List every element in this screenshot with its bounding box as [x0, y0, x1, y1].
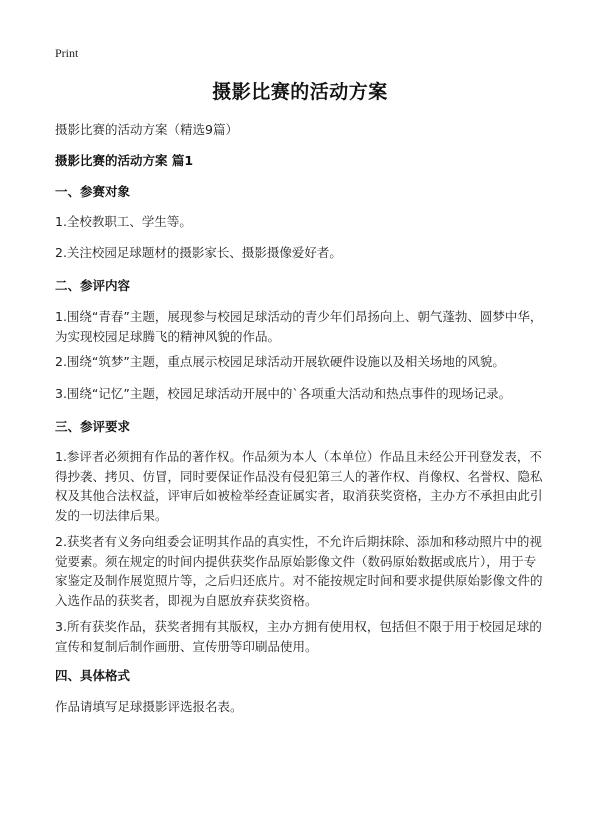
document-subtitle: 摄影比赛的活动方案（精选9篇）	[55, 122, 238, 137]
print-link[interactable]: Print	[55, 46, 79, 60]
paragraph: 1.围绕“青春”主题，展现参与校园足球活动的青少年们昂扬向上、朝气蓬勃、圆梦中华，为实现校园足球腾飞的精神风貌的作品。	[55, 309, 543, 344]
section-heading-format: 四、具体格式	[55, 668, 131, 683]
paragraph: 2.获奖者有义务向组委会证明其作品的真实性，不允许后期抹除、添加和移动照片中的视觉要素。须在规定的时间内提供获奖作品原始影像文件（数码原始数据或底片），用于专家鉴定及制作展览照片等，之后归还底片。对不能按规定时间和要求提供原始影像文件的入选作品的获奖者，即视为自愿放弃获奖资格。	[55, 534, 543, 608]
paragraph: 1.全校教职工、学生等。	[55, 214, 192, 229]
section-heading-requirements: 三、参评要求	[55, 419, 131, 434]
paragraph: 3.围绕“记忆”主题，校园足球活动开展中的`各项重大活动和热点事件的现场记录。	[55, 386, 512, 401]
paragraph: 作品请填写足球摄影评选报名表。	[55, 699, 243, 714]
page-title: 摄影比赛的活动方案	[212, 81, 388, 103]
paragraph: 2.围绕“筑梦”主题，重点展示校园足球活动开展软硬件设施以及相关场地的风貌。	[55, 354, 505, 369]
section-heading-content: 二、参评内容	[55, 278, 131, 293]
paragraph: 2.关注校园足球题材的摄影家长、摄影摄像爱好者。	[55, 245, 342, 260]
paragraph: 3.所有获奖作品，获奖者拥有其版权，主办方拥有使用权，包括但不限于用于校园足球的宣传和复制后制作画册、宣传册等印刷品使用。	[55, 619, 542, 654]
paragraph: 1.参评者必须拥有作品的著作权。作品须为本人（本单位）作品且未经公开刊登发表，不得抄袭、拷贝、仿冒，同时要保证作品没有侵犯第三人的著作权、肖像权、名誉权、隐私权及其他合法权益，评审后如被检举经查证属实者，取消获奖资格，主办方不承担由此引发的一切法律后果。	[55, 449, 543, 523]
article-heading: 摄影比赛的活动方案 篇1	[55, 153, 194, 168]
section-heading-participants: 一、参赛对象	[55, 184, 131, 199]
